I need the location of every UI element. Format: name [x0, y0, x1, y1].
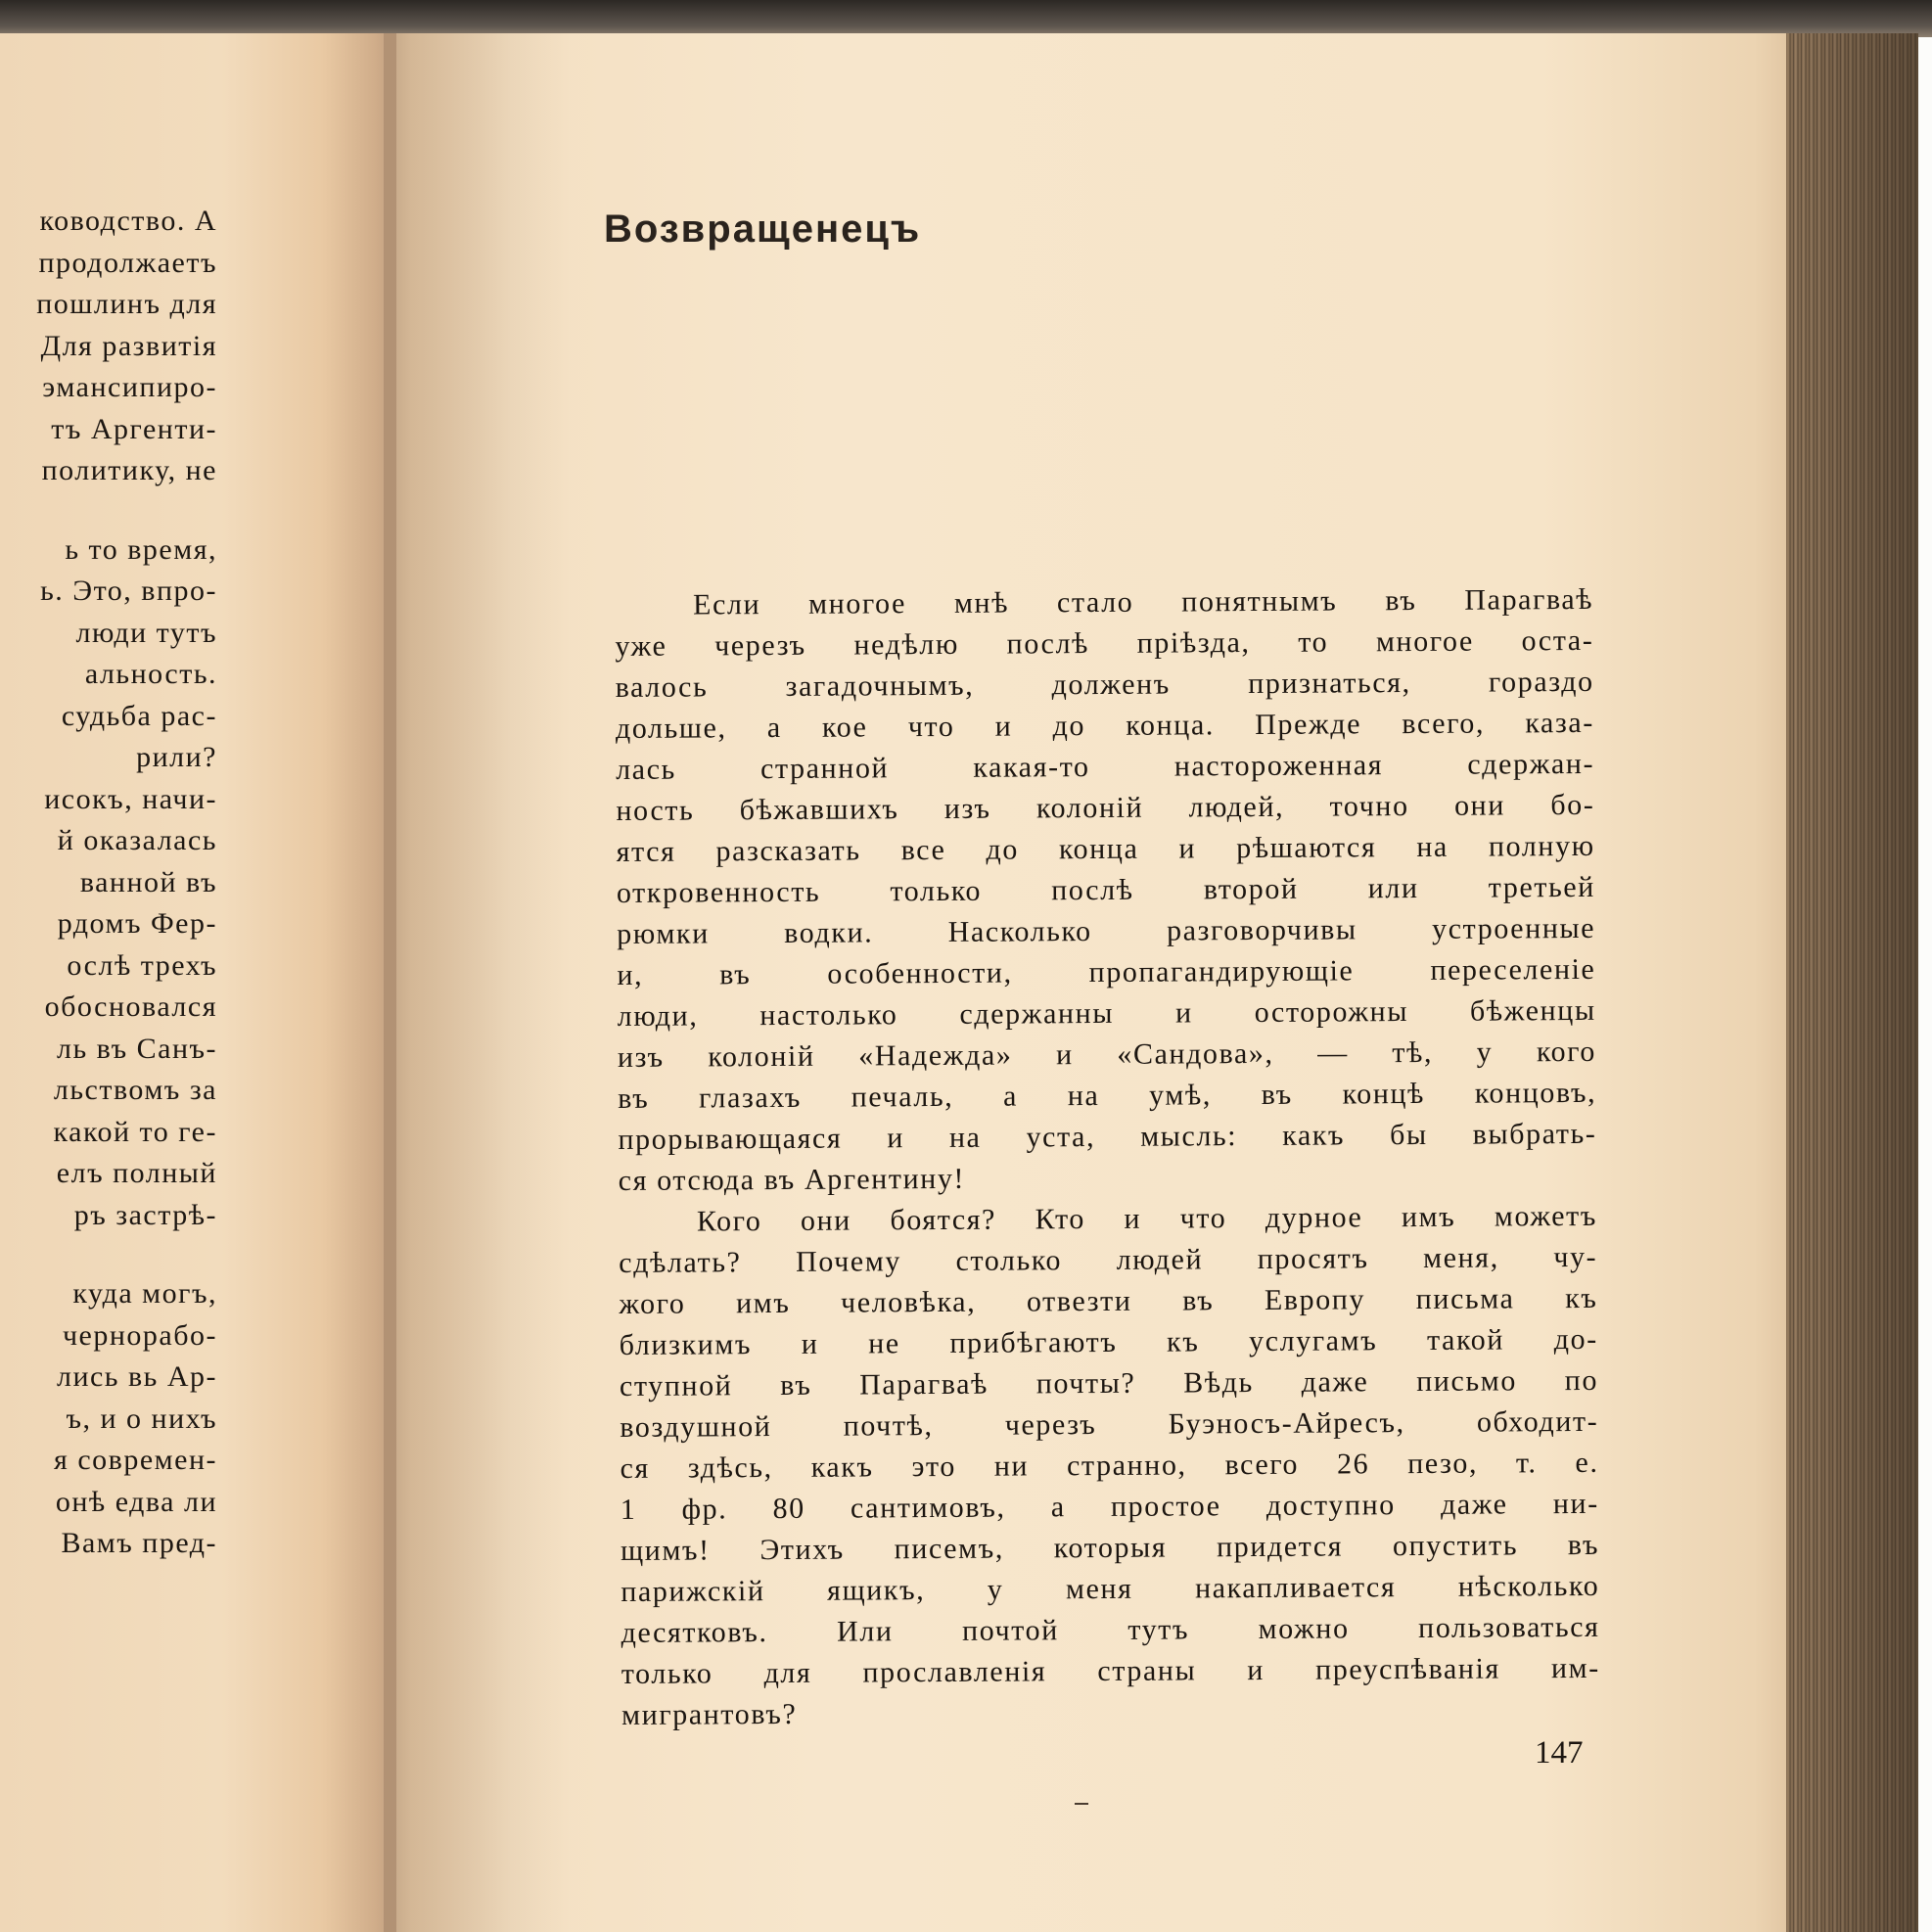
text-line: куда могъ,	[72, 1277, 217, 1310]
page-edges-shadow	[1786, 33, 1918, 1932]
text-line: ръ застрѣ-	[73, 1198, 217, 1231]
text-line: парижскій ящикъ, у меня накапливается нѣсколько	[621, 1569, 1600, 1608]
text-line: Для развитія	[40, 329, 217, 362]
text-line: ванной въ	[79, 865, 217, 898]
text-line: только для прославленія страны и преуспѣванія им-	[621, 1651, 1600, 1690]
text-line: жого имъ человѣка, отвезти въ Европу письма къ	[619, 1281, 1598, 1320]
text-line: въ глазахъ печаль, а на умѣ, въ концѣ концовъ,	[618, 1076, 1597, 1115]
text-line: люди тутъ	[75, 616, 217, 649]
text-line: онѣ едва ли	[55, 1485, 217, 1518]
text-line: изъ колоній «Надежда» и «Сандова», — тѣ, у кого	[617, 1035, 1597, 1074]
text-line: рюмки водки. Насколько разговорчивы устроенные	[617, 911, 1596, 950]
text-line: какой то ге-	[53, 1115, 217, 1148]
text-line: льствомъ за	[53, 1074, 217, 1106]
print-mark	[1075, 1803, 1088, 1805]
text-line: прорывающаяся и на уста, мысль: какъ бы выбрать-	[618, 1117, 1597, 1156]
text-line: десятковъ. Или почтой тутъ можно пользоваться	[621, 1610, 1600, 1649]
text-line: ся отсюда въ Аргентину!	[618, 1162, 966, 1197]
left-page-text	[0, 201, 217, 1565]
text-line: воздушной почтѣ, черезъ Буэносъ-Айресъ, обходит-	[620, 1404, 1599, 1444]
book-gutter	[384, 33, 570, 1932]
text-line: й оказалась	[57, 824, 217, 856]
text-line: исокъ, начи-	[44, 782, 217, 815]
page-number: 147	[1535, 1735, 1584, 1771]
text-line: Если многое мнѣ стало понятнымъ въ Парагваѣ	[693, 582, 1594, 621]
text-line: ь то время,	[65, 532, 217, 566]
text-line: ослѣ трехъ	[67, 948, 217, 982]
text-line: сдѣлать? Почему столько людей просятъ меня, чу-	[619, 1240, 1598, 1279]
scan-border	[0, 0, 1932, 37]
text-line: лась странной какая-то настороженная сдержан-	[616, 747, 1595, 786]
text-line: елъ полный	[56, 1157, 217, 1189]
text-line: судьба рас-	[61, 699, 217, 732]
text-line: уже черезъ недѣлю послѣ пріѣзда, то многое оста-	[615, 623, 1594, 663]
text-line: близкимъ и не прибѣгаютъ къ услугамъ такой до-	[619, 1322, 1598, 1361]
text-line: щимъ! Этихъ писемъ, которыя придется опустить въ	[620, 1528, 1600, 1567]
text-line: ступной въ Парагваѣ почты? Вѣдь даже письмо по	[619, 1363, 1599, 1403]
text-line: ъ, и о нихъ	[66, 1402, 217, 1435]
text-line: обосновался	[44, 990, 217, 1023]
text-line: Кого они боятся? Кто и что дурное имъ можетъ	[696, 1199, 1598, 1238]
text-line: и, въ особенности, пропагандирующіе переселеніе	[617, 952, 1596, 991]
text-line: эмансипиро-	[42, 371, 217, 403]
text-line: мигрантовъ?	[621, 1697, 798, 1731]
text-line: 1 фр. 80 сантимовъ, а простое доступно даже ни-	[620, 1487, 1599, 1526]
text-line: ль въ Санъ-	[57, 1032, 217, 1065]
text-line: Вамъ пред-	[61, 1527, 217, 1559]
text-line: альность.	[84, 658, 217, 690]
text-line: люди, настолько сдержанны и осторожны бѣженцы	[617, 993, 1596, 1033]
text-line: тъ Аргенти-	[51, 412, 217, 445]
text-line: дольше, а кое что и до конца. Прежде всего, каза-	[615, 706, 1594, 745]
text-line: рдомъ Фер-	[57, 907, 217, 940]
text-line: рили?	[136, 741, 217, 773]
text-line: продолжаетъ	[38, 246, 217, 279]
text-line: ятся разсказать все до конца и рѣшаются на полную	[616, 829, 1595, 868]
text-line: я современ-	[54, 1444, 217, 1476]
text-line: ь. Это, впро-	[40, 575, 217, 607]
paragraph-gap	[0, 492, 217, 529]
text-line: ность бѣжавшихъ изъ колоній людей, точно они бо-	[616, 788, 1595, 827]
chapter-title: Возвращенецъ	[604, 207, 922, 251]
text-line: ководство. А	[39, 205, 217, 237]
text-line: валось загадочнымъ, долженъ признаться, гораздо	[615, 665, 1594, 704]
text-line: лись вь Ар-	[56, 1360, 217, 1393]
text-line: откровенность только послѣ второй или третьей	[616, 870, 1596, 909]
chapter-body	[615, 579, 1600, 1736]
text-line: чернорабо-	[62, 1318, 217, 1352]
text-line: пошлинъ для	[36, 288, 217, 320]
text-line: политику, не	[41, 454, 217, 486]
text-line: ся здѣсь, какъ это ни странно, всего 26 пезо, т. е.	[620, 1446, 1599, 1485]
paragraph-gap	[0, 1236, 217, 1273]
